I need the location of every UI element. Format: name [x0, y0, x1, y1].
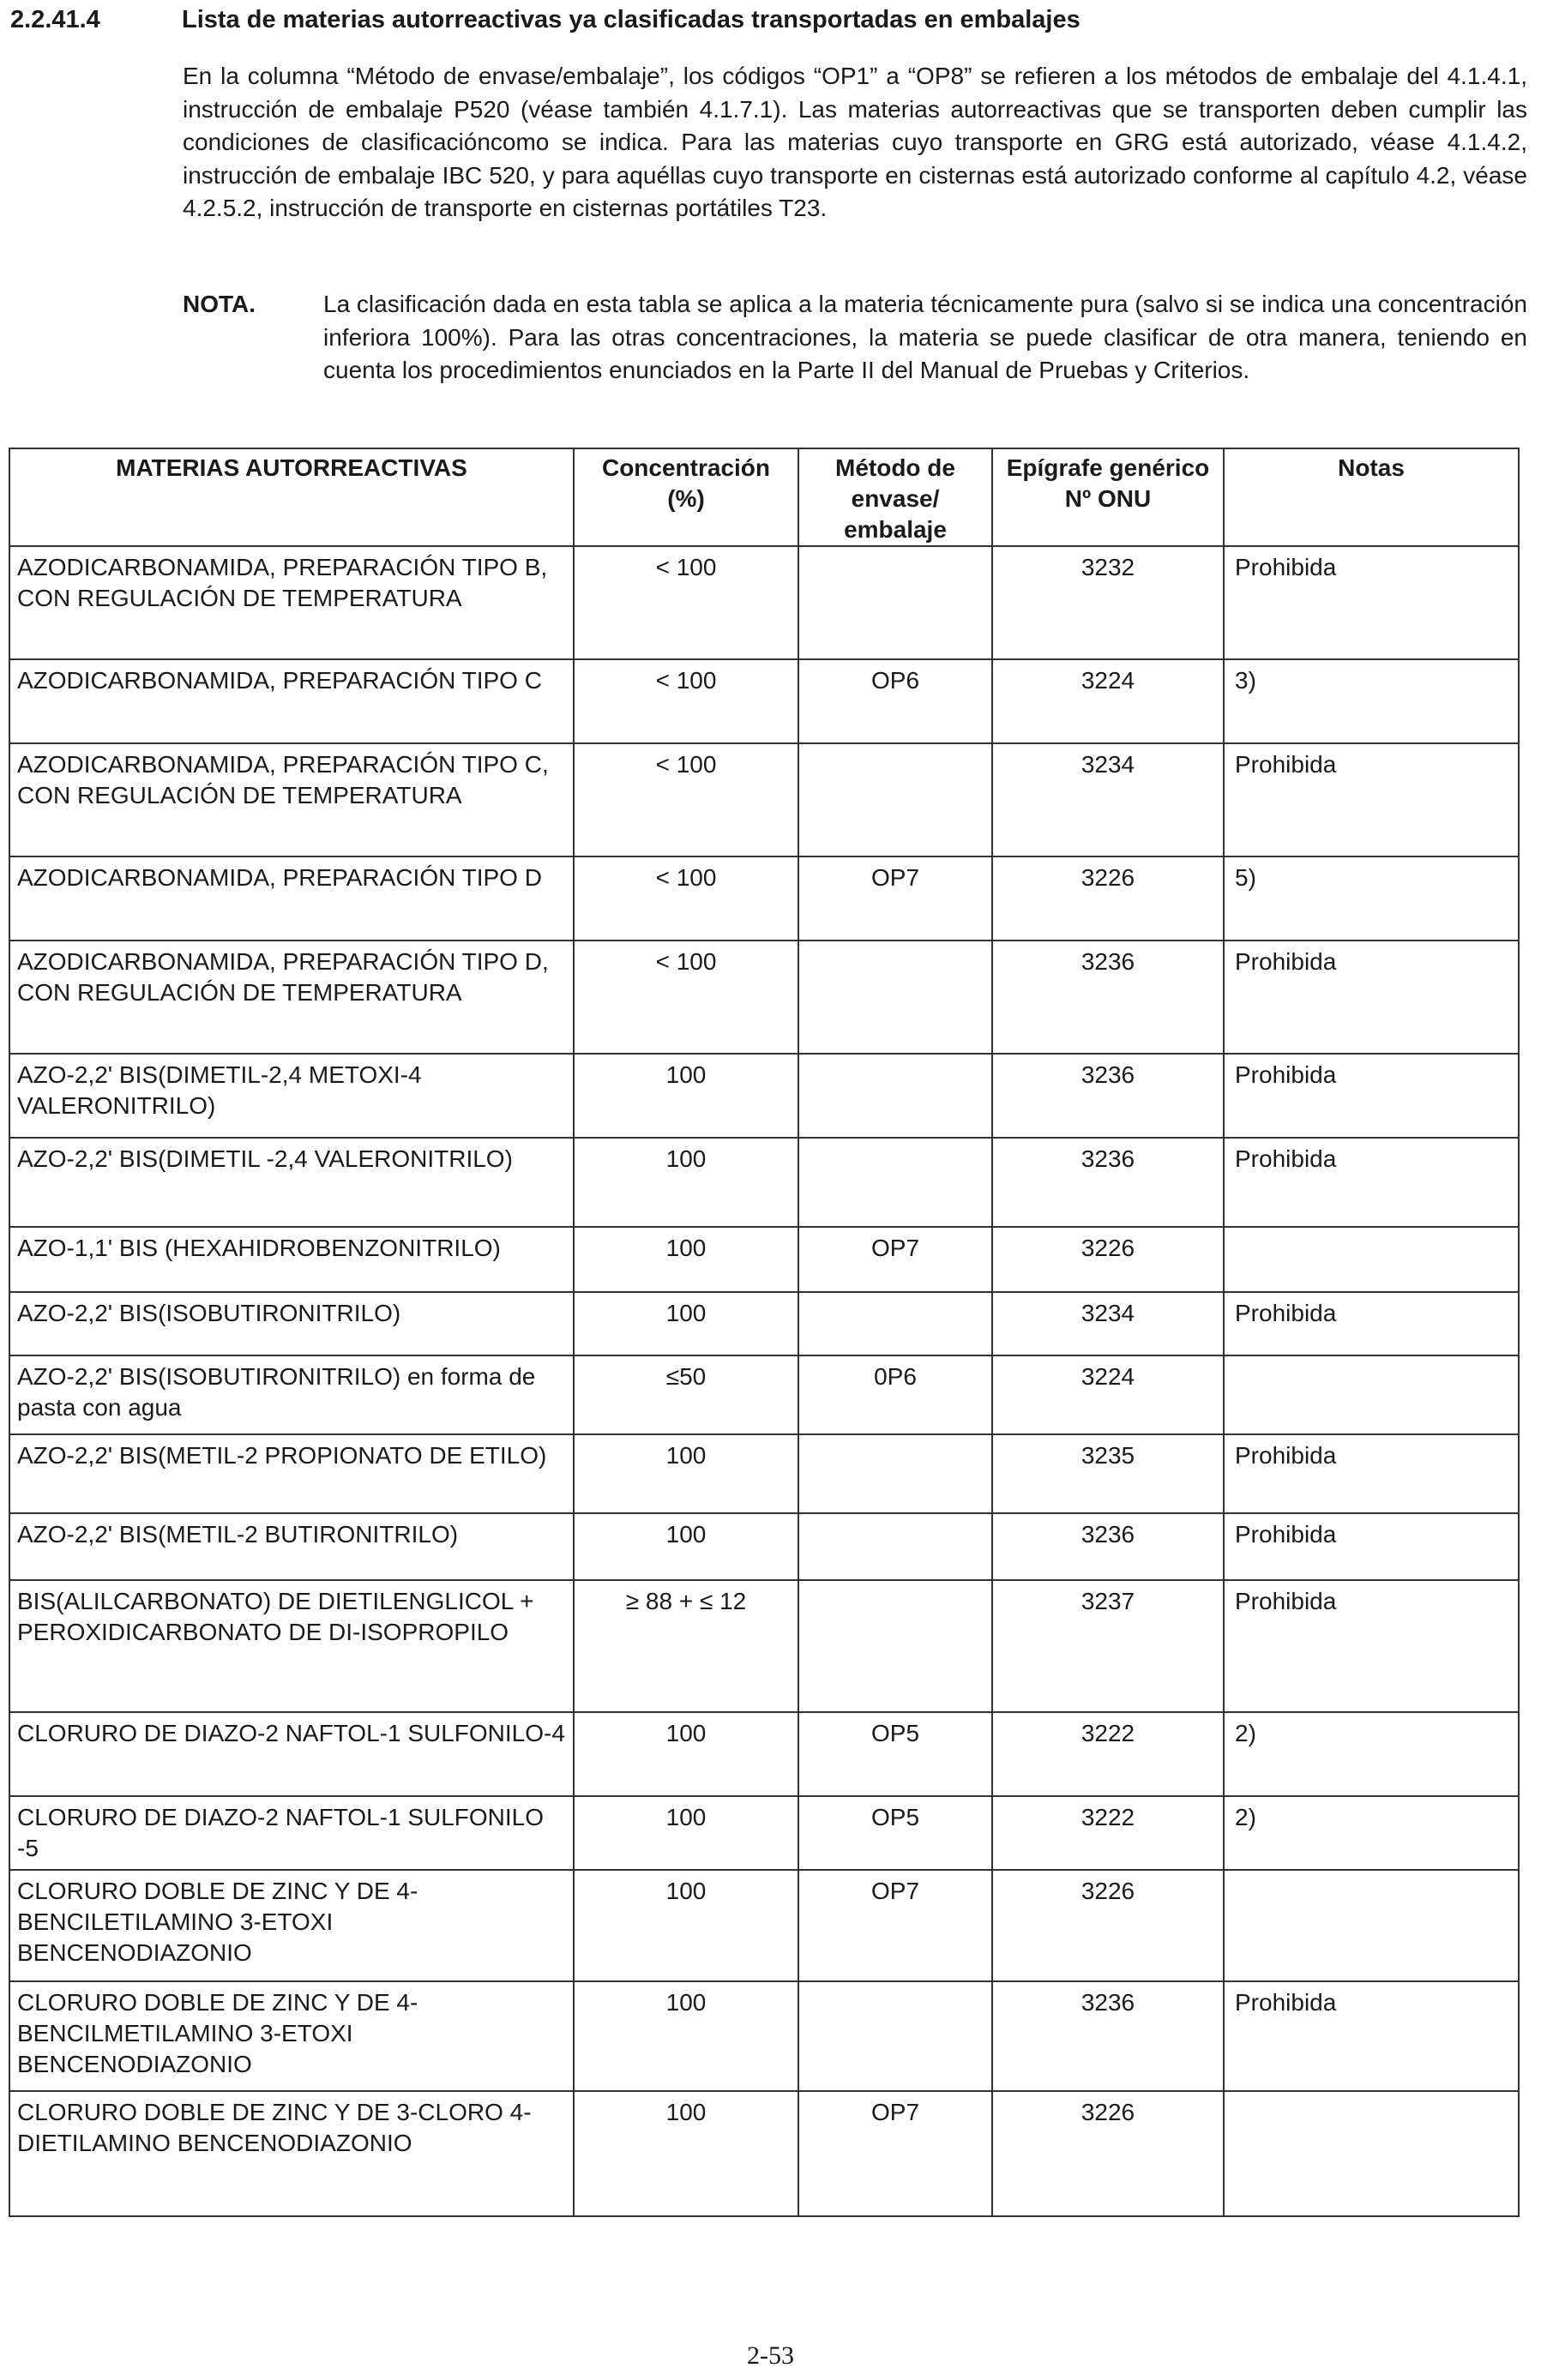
- packing-method: [798, 1580, 992, 1712]
- packing-method: [798, 1434, 992, 1513]
- notes-value: Prohibida: [1224, 1981, 1519, 2091]
- table-row: [9, 1981, 1519, 2091]
- notes-value: Prohibida: [1224, 941, 1519, 1054]
- substance-name: AZODICARBONAMIDA, PREPARACIÓN TIPO D: [9, 856, 574, 941]
- packing-method: [798, 546, 992, 659]
- notes-value: 2): [1224, 1796, 1519, 1870]
- substance-name: CLORURO DE DIAZO-2 NAFTOL-1 SULFONILO-4: [9, 1712, 574, 1796]
- un-number: 3237: [992, 1580, 1224, 1712]
- notes-value: Prohibida: [1224, 1292, 1519, 1355]
- substance-name: AZO-2,2' BIS(METIL-2 BUTIRONITRILO): [9, 1513, 574, 1580]
- table-row: [9, 1513, 1519, 1580]
- concentration-value: ≥ 88 + ≤ 12: [574, 1580, 798, 1712]
- un-number: 3236: [992, 1513, 1224, 1580]
- substance-name: CLORURO DOBLE DE ZINC Y DE 4-BENCILETILAMINO 3-ETOXI BENCENODIAZONIO: [9, 1870, 574, 1981]
- packing-method: OP6: [798, 659, 992, 743]
- table-row: [9, 1712, 1519, 1796]
- substance-name: AZO-2,2' BIS(DIMETIL -2,4 VALERONITRILO): [9, 1138, 574, 1227]
- notes-value: [1224, 1355, 1519, 1434]
- substance-name: AZODICARBONAMIDA, PREPARACIÓN TIPO C, CON REGULACIÓN DE TEMPERATURA: [9, 743, 574, 856]
- concentration-value: 100: [574, 2091, 798, 2216]
- substance-name: AZODICARBONAMIDA, PREPARACIÓN TIPO C: [9, 659, 574, 743]
- concentration-value: 100: [574, 1434, 798, 1513]
- concentration-value: ≤50: [574, 1355, 798, 1434]
- concentration-value: 100: [574, 1712, 798, 1796]
- table-row: [9, 1355, 1519, 1434]
- un-number: 3226: [992, 1870, 1224, 1981]
- substance-name: AZODICARBONAMIDA, PREPARACIÓN TIPO B, CON REGULACIÓN DE TEMPERATURA: [9, 546, 574, 659]
- packing-method: OP7: [798, 1227, 992, 1292]
- packing-method: OP7: [798, 2091, 992, 2216]
- un-number: 3236: [992, 1138, 1224, 1227]
- notes-value: Prohibida: [1224, 1580, 1519, 1712]
- packing-method: [798, 743, 992, 856]
- table-row: [9, 743, 1519, 856]
- notes-value: Prohibida: [1224, 1138, 1519, 1227]
- substance-name: AZO-2,2' BIS(ISOBUTIRONITRILO) en forma de pasta con agua: [9, 1355, 574, 1434]
- substance-name: AZO-1,1' BIS (HEXAHIDROBENZONITRILO): [9, 1227, 574, 1292]
- table-row: [9, 1054, 1519, 1138]
- concentration-value: 100: [574, 1796, 798, 1870]
- packing-method: 0P6: [798, 1355, 992, 1434]
- un-number: 3236: [992, 1054, 1224, 1138]
- un-number: 3232: [992, 546, 1224, 659]
- concentration-value: 100: [574, 1981, 798, 2091]
- table-row: [9, 1580, 1519, 1712]
- notes-value: Prohibida: [1224, 1054, 1519, 1138]
- table-row: [9, 941, 1519, 1054]
- concentration-value: 100: [574, 1870, 798, 1981]
- substance-name: AZO-2,2' BIS(ISOBUTIRONITRILO): [9, 1292, 574, 1355]
- packing-method: [798, 941, 992, 1054]
- packing-method: OP7: [798, 856, 992, 941]
- un-number: 3236: [992, 1981, 1224, 2091]
- packing-method: [798, 1138, 992, 1227]
- concentration-value: < 100: [574, 659, 798, 743]
- note-text: La clasificación dada en esta tabla se aplica a la materia técnicamente pura (salvo si se indica una concentración inferiora 100%). Para las otras concentraciones, la materia se puede clasificar de otra manera, teniendo en cuenta los procedimientos enunciados en la Parte II del Manual de Pruebas y Criterios.: [323, 291, 1527, 383]
- un-number: 3236: [992, 941, 1224, 1054]
- section-title: Lista de materias autorreactivas ya clasificadas transportadas en embalajes: [182, 6, 1081, 33]
- notes-value: Prohibida: [1224, 1513, 1519, 1580]
- notes-value: Prohibida: [1224, 743, 1519, 856]
- substance-name: AZO-2,2' BIS(METIL-2 PROPIONATO DE ETILO): [9, 1434, 574, 1513]
- concentration-value: 100: [574, 1292, 798, 1355]
- table-header-row: [9, 448, 1519, 546]
- page-number: 2-53: [747, 2341, 794, 2370]
- table-row: [9, 1796, 1519, 1870]
- substance-name: AZODICARBONAMIDA, PREPARACIÓN TIPO D, CON REGULACIÓN DE TEMPERATURA: [9, 941, 574, 1054]
- packing-method: [798, 1292, 992, 1355]
- concentration-value: < 100: [574, 743, 798, 856]
- packing-method: OP5: [798, 1796, 992, 1870]
- concentration-value: < 100: [574, 546, 798, 659]
- un-number: 3226: [992, 2091, 1224, 2216]
- packing-method: OP5: [798, 1712, 992, 1796]
- self-reactive-substances-table: [9, 448, 1520, 2217]
- concentration-value: < 100: [574, 941, 798, 1054]
- table-row: [9, 1870, 1519, 1981]
- un-number: 3234: [992, 743, 1224, 856]
- concentration-value: 100: [574, 1054, 798, 1138]
- header-packing-method: Método de envase/ embalaje: [798, 448, 992, 546]
- un-number: 3235: [992, 1434, 1224, 1513]
- table-row: [9, 856, 1519, 941]
- section-number: 2.2.41.4: [10, 6, 100, 33]
- table-row: [9, 2091, 1519, 2216]
- concentration-value: 100: [574, 1227, 798, 1292]
- table-row: [9, 659, 1519, 743]
- notes-value: [1224, 2091, 1519, 2216]
- packing-method: [798, 1513, 992, 1580]
- notes-value: Prohibida: [1224, 546, 1519, 659]
- notes-value: Prohibida: [1224, 1434, 1519, 1513]
- packing-method: [798, 1981, 992, 2091]
- un-number: 3226: [992, 1227, 1224, 1292]
- concentration-value: 100: [574, 1513, 798, 1580]
- un-number: 3224: [992, 1355, 1224, 1434]
- substance-name: AZO-2,2' BIS(DIMETIL-2,4 METOXI-4 VALERONITRILO): [9, 1054, 574, 1138]
- table-row: [9, 1138, 1519, 1227]
- un-number: 3234: [992, 1292, 1224, 1355]
- notes-value: [1224, 1227, 1519, 1292]
- substance-name: BIS(ALILCARBONATO) DE DIETILENGLICOL + PEROXIDICARBONATO DE DI-ISOPROPILO: [9, 1580, 574, 1712]
- un-number: 3222: [992, 1712, 1224, 1796]
- table-row: [9, 1227, 1519, 1292]
- substance-name: CLORURO DE DIAZO-2 NAFTOL-1 SULFONILO -5: [9, 1796, 574, 1870]
- un-number: 3224: [992, 659, 1224, 743]
- un-number: 3226: [992, 856, 1224, 941]
- concentration-value: 100: [574, 1138, 798, 1227]
- substance-name: CLORURO DOBLE DE ZINC Y DE 4-BENCILMETILAMINO 3-ETOXI BENCENODIAZONIO: [9, 1981, 574, 2091]
- notes-value: 2): [1224, 1712, 1519, 1796]
- header-concentration: Concentración (%): [574, 448, 798, 546]
- header-substance: MATERIAS AUTORREACTIVAS: [9, 448, 574, 546]
- notes-value: 5): [1224, 856, 1519, 941]
- intro-paragraph: En la columna “Método de envase/embalaje”, los códigos “OP1” a “OP8” se refieren a los métodos de embalaje del 4.1.4.1, instrucción de embalaje P520 (véase también 4.1.7.1). Las materias autorreactivas que se transporten deben cumplir las condiciones de clasificacióncomo se indica. Para las materias cuyo transporte en GRG está autorizado, véase 4.1.4.2, instrucción de embalaje IBC 520, y para aquéllas cuyo transporte en cisternas está autorizado conforme al capítulo 4.2, véase 4.2.5.2, instrucción de transporte en cisternas portátiles T23.: [183, 63, 1527, 221]
- un-number: 3222: [992, 1796, 1224, 1870]
- table-row: [9, 546, 1519, 659]
- header-un-entry: Epígrafe genérico Nº ONU: [992, 448, 1224, 546]
- section-heading: [10, 3, 1520, 36]
- header-notes: Notas: [1224, 448, 1519, 546]
- notes-value: 3): [1224, 659, 1519, 743]
- concentration-value: < 100: [574, 856, 798, 941]
- packing-method: OP7: [798, 1870, 992, 1981]
- table-row: [9, 1434, 1519, 1513]
- packing-method: [798, 1054, 992, 1138]
- table-row: [9, 1292, 1519, 1355]
- notes-value: [1224, 1870, 1519, 1981]
- note-label: NOTA.: [183, 291, 256, 317]
- substance-name: CLORURO DOBLE DE ZINC Y DE 3-CLORO 4-DIETILAMINO BENCENODIAZONIO: [9, 2091, 574, 2216]
